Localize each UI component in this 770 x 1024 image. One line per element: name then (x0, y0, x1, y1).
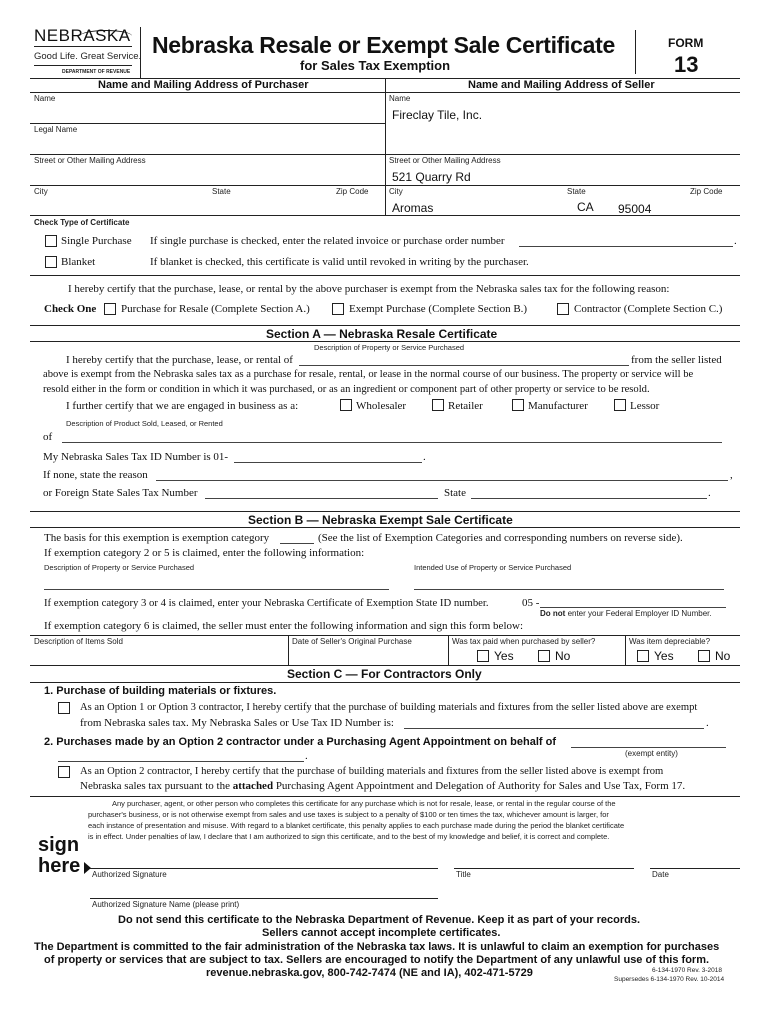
category-6-text: If exemption category 6 is claimed, the seller must enter the following information and sign this form below: (44, 620, 523, 632)
purchaser-legal-name-label: Legal Name (34, 125, 78, 134)
logo-tagline: Good Life. Great Service. (34, 51, 142, 62)
date-line[interactable] (650, 868, 740, 869)
do-not-bold: Do not (540, 609, 566, 618)
option-2-contractor-checkbox[interactable] (58, 766, 70, 778)
retailer-checkbox[interactable] (432, 399, 444, 411)
section-a-property-line[interactable] (299, 365, 629, 366)
wholesaler-label: Wholesaler (356, 400, 407, 412)
logo-name: NEBRASKA (34, 26, 131, 45)
tax-paid-yes-checkbox[interactable] (477, 650, 489, 662)
section-c-item2-line1: As an Option 2 contractor, I hereby certify that the purchase of building materials and fixtures from the seller listed above is exempt from (80, 766, 664, 777)
form-title: Nebraska Resale or Exempt Sale Certificate (152, 32, 615, 58)
retailer-label: Retailer (448, 400, 483, 412)
section-a-line1-start: I hereby certify that the purchase, lease, or rental of (66, 354, 293, 366)
seller-state-label: State (567, 187, 586, 196)
title-line[interactable] (454, 868, 634, 869)
here-label: here (38, 855, 81, 877)
exempt-entity-line-1[interactable] (571, 747, 726, 748)
col-items-sold: Description of Items Sold (34, 637, 123, 646)
item2-line2-end: Purchasing Agent Appointment and Delegation of Authority for Sales and Use Tax, Form 17. (275, 780, 686, 792)
contractor-label: Contractor (Complete Section C.) (574, 303, 723, 315)
foreign-state-text: State (444, 487, 466, 499)
section-a-line2: above is exempt from the Nebraska sales tax as a purchase for resale, rental, or lease in the normal course of our business. The property or service will be (43, 369, 694, 380)
blanket-checkbox[interactable] (45, 256, 57, 268)
check-one-label: Check One (44, 303, 97, 315)
depreciable-no-label: No (715, 649, 731, 663)
tax-id-line[interactable] (234, 462, 422, 463)
form-number: 13 (674, 52, 699, 77)
contractor-checkbox[interactable] (557, 303, 569, 315)
product-desc-label: Description of Product Sold, Leased, or Rented (66, 419, 223, 428)
footer-line-1: Do not send this certificate to the Nebraska Department of Revenue. Keep it as part of your records. (118, 914, 641, 926)
basis-text-end: (See the list of Exemption Categories and corresponding numbers on reverse side). (318, 532, 683, 544)
title-label: Title (456, 870, 471, 879)
section-b-use-line[interactable] (414, 589, 724, 590)
section-c-item1-line1: As an Option 1 or Option 3 contractor, I hereby certify that the purchase of building materials and fixtures from the seller listed above are exempt (80, 702, 698, 713)
sign-label: sign (38, 834, 80, 856)
seller-street-value: 521 Quarry Rd (392, 170, 471, 184)
manufacturer-checkbox[interactable] (512, 399, 524, 411)
col-depreciable: Was item depreciable? (629, 637, 711, 646)
business-type-text: I further certify that we are engaged in business as a: (66, 400, 299, 412)
wholesaler-checkbox[interactable] (340, 399, 352, 411)
exempt-entity-label: (exempt entity) (625, 749, 678, 758)
certify-reason-text: I hereby certify that the purchase, lease, or rental by the above purchaser is exempt from the Nebraska sales tax for the following reason: (68, 283, 670, 295)
lessor-checkbox[interactable] (614, 399, 626, 411)
section-c-item1-line2: from Nebraska sales tax. My Nebraska Sales or Use Tax ID Number is: (80, 717, 394, 729)
foreign-state-line[interactable] (471, 498, 707, 499)
form-label: FORM (668, 36, 704, 50)
authorized-signature-label: Authorized Signature (92, 870, 167, 879)
purchaser-name-label: Name (34, 94, 56, 103)
seller-heading: Name and Mailing Address of Seller (468, 79, 655, 91)
section-b-desc-label: Description of Property or Service Purchased (44, 563, 195, 572)
do-not-note (540, 609, 712, 618)
penalty-line-2: purchaser's business, or is not otherwise exempt from sales and use taxes is subject to a penalty of $100 or ten times the tax, whichever amount is larger, for (88, 810, 609, 819)
seller-name-value: Fireclay Tile, Inc. (392, 108, 483, 122)
foreign-tax-text: or Foreign State Sales Tax Number (43, 487, 198, 499)
blanket-label: Blanket (61, 256, 96, 268)
col-tax-paid: Was tax paid when purchased by seller? (452, 637, 596, 646)
depreciable-yes-checkbox[interactable] (637, 650, 649, 662)
purchaser-heading: Name and Mailing Address of Purchaser (98, 79, 309, 91)
footer-contact: revenue.nebraska.gov, 800-742-7474 (NE and IA), 402-471-5729 (206, 967, 533, 979)
purchaser-city-label: City (34, 187, 48, 196)
purchaser-zip-label: Zip Code (336, 187, 369, 196)
item2-line2-start: Nebraska sales tax pursuant to the (80, 780, 230, 792)
seller-name-label: Name (389, 94, 411, 103)
purchase-for-resale-label: Purchase for Resale (Complete Section A.) (121, 303, 310, 315)
basis-text-start: The basis for this exemption is exemption category (44, 532, 270, 544)
depreciable-no-checkbox[interactable] (698, 650, 710, 662)
purchase-for-resale-checkbox[interactable] (104, 303, 116, 315)
logo-dept: DEPARTMENT OF REVENUE (62, 69, 131, 75)
purchaser-state-label: State (212, 187, 231, 196)
certificate-type-heading: Check Type of Certificate (34, 218, 130, 227)
exempt-entity-line-2[interactable] (58, 761, 304, 762)
col-original-purchase: Date of Seller's Original Purchase (292, 637, 412, 646)
section-b-desc-line[interactable] (44, 589, 389, 590)
footer-line-4: of property or services that are subject to tax. Sellers are encouraged to notify the Department of any unlawful use of this form. (44, 954, 710, 966)
footer-line-3: The Department is committed to the fair administration of the Nebraska tax laws. It is unlawful to claim an exemption for purchases (34, 941, 720, 953)
sales-use-tax-id-line[interactable] (404, 728, 704, 729)
penalty-line-4: is in effect. Under penalties of law, I declare that I am authorized to sign this certificate, and to the best of my knowledge and belief, it is correct and complete. (88, 832, 610, 841)
exempt-purchase-checkbox[interactable] (332, 303, 344, 315)
option-1-3-contractor-checkbox[interactable] (58, 702, 70, 714)
do-not-rest: enter your Federal Employer ID Number. (567, 609, 712, 618)
product-desc-line[interactable] (62, 442, 722, 443)
authorized-name-line[interactable] (90, 898, 438, 899)
form-subtitle: for Sales Tax Exemption (300, 58, 451, 73)
section-c-item2-line2 (80, 780, 685, 792)
exempt-purchase-label: Exempt Purchase (Complete Section B.) (349, 303, 528, 315)
foreign-tax-line[interactable] (205, 498, 438, 499)
lessor-label: Lessor (630, 400, 660, 412)
seller-city-label: City (389, 187, 403, 196)
seller-city-value: Aromas (392, 201, 434, 215)
blanket-text: If blanket is checked, this certificate is valid until revoked in writing by the purchaser. (150, 256, 529, 268)
form-revision: 6-134-1970 Rev. 3-2018 (652, 967, 722, 974)
section-b-use-label: Intended Use of Property or Service Purchased (414, 563, 572, 572)
if-none-reason-line[interactable] (156, 480, 728, 481)
single-purchase-label: Single Purchase (61, 235, 132, 247)
manufacturer-label: Manufacturer (528, 400, 588, 412)
tax-paid-no-label: No (555, 649, 571, 663)
authorized-name-label: Authorized Signature Name (please print) (92, 900, 240, 909)
footer-line-2: Sellers cannot accept incomplete certificates. (262, 927, 501, 939)
section-a-title: Section A — Nebraska Resale Certificate (266, 327, 498, 341)
seller-state-value: CA (577, 200, 594, 214)
of-label: of (43, 431, 53, 443)
single-purchase-text: If single purchase is checked, enter the related invoice or purchase order number (150, 235, 505, 247)
tax-id-text: My Nebraska Sales Tax ID Number is 01- (43, 451, 229, 463)
purchaser-street-label: Street or Other Mailing Address (34, 156, 146, 165)
section-a-desc-label: Description of Property or Service Purchased (314, 343, 465, 352)
section-a-line1-end: from the seller listed (631, 354, 722, 366)
tax-paid-no-checkbox[interactable] (538, 650, 550, 662)
seller-zip-value: 95004 (618, 202, 652, 216)
tax-paid-yes-label: Yes (494, 649, 514, 663)
item2-line2-bold: attached (232, 780, 274, 792)
invoice-number-line[interactable] (519, 246, 733, 247)
penalty-line-1: Any purchaser, agent, or other person who completes this certificate for any purchase which is not for resale, lease, or rental in the regular course of the (112, 799, 616, 808)
section-a-line3: resold either in the form or condition in which it was purchased, or as an ingredient or component part of other property or service to be resold. (43, 384, 650, 395)
section-b-title: Section B — Nebraska Exempt Sale Certificate (248, 513, 513, 527)
depreciable-yes-label: Yes (654, 649, 674, 663)
authorized-signature-line[interactable] (90, 868, 438, 869)
category-34-text: If exemption category 3 or 4 is claimed, enter your Nebraska Certificate of Exemption State ID number. (44, 597, 489, 609)
form-supersedes: Supersedes 6-134-1970 Rev. 10-2014 (614, 976, 725, 983)
penalty-line-3: each instance of presentation and misuse. With regard to a blanket certificate, this penalty applies to each purchase made during the period the blanket certificate (88, 821, 625, 830)
seller-zip-label: Zip Code (690, 187, 723, 196)
logo-swoosh (80, 30, 132, 42)
section-c-item1-head: 1. Purchase of building materials or fixtures. (44, 685, 277, 697)
section-c-item2-head: 2. Purchases made by an Option 2 contractor under a Purchasing Agent Appointment on behalf of (44, 736, 556, 748)
date-label: Date (652, 870, 669, 879)
single-purchase-checkbox[interactable] (45, 235, 57, 247)
section-c-title: Section C — For Contractors Only (287, 667, 482, 681)
category-25-text: If exemption category 2 or 5 is claimed, enter the following information: (44, 547, 365, 559)
state-id-line[interactable] (540, 607, 726, 608)
if-none-text: If none, state the reason (43, 469, 148, 481)
category-34-prefix: 05 - (522, 597, 540, 609)
seller-street-label: Street or Other Mailing Address (389, 156, 501, 165)
exemption-category-line[interactable] (280, 543, 314, 544)
